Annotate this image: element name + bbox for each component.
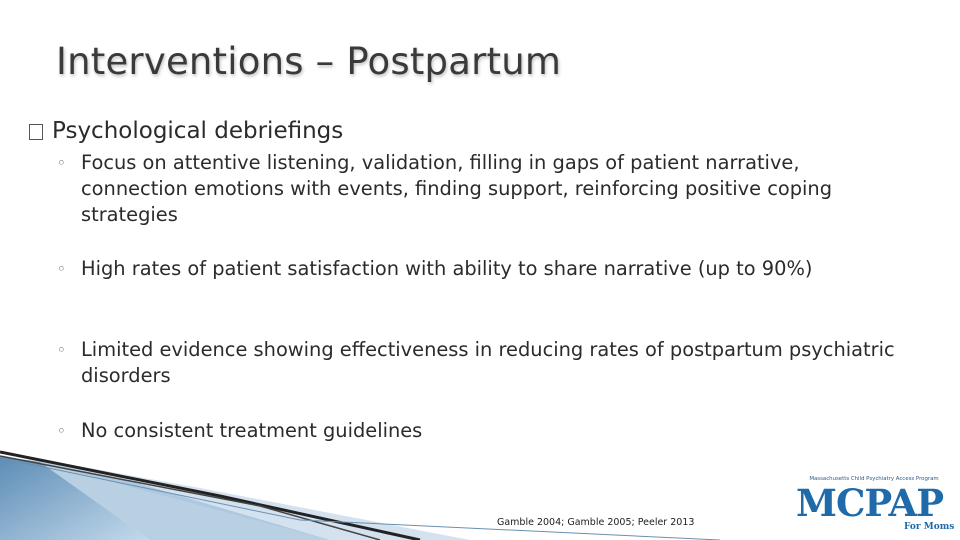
mcpap-logo <box>792 476 955 536</box>
circle-bullet-icon: ◦ <box>57 154 66 172</box>
sub-bullet-text: Limited evidence showing effectiveness in reducing rates of postpartum psychiatric disorders <box>81 338 895 387</box>
circle-bullet-icon: ◦ <box>57 422 66 440</box>
sub-bullet-text: No consistent treatment guidelines <box>81 419 423 442</box>
citation: Gamble 2004; Gamble 2005; Peeler 2013 <box>497 517 695 528</box>
logo-tagline: Massachusetts Child Psychiatry Access Program <box>809 476 939 482</box>
circle-bullet-icon: ◦ <box>57 260 66 278</box>
main-bullet-text: Psychological debriefings <box>52 118 344 144</box>
sub-bullet <box>57 418 907 444</box>
main-bullet <box>29 118 343 144</box>
sub-bullet-text: High rates of patient satisfaction with ability to share narrative (up to 90%) <box>81 257 813 280</box>
page-title: Interventions – Postpartum <box>56 40 562 83</box>
circle-bullet-icon: ◦ <box>57 341 66 359</box>
sub-bullet <box>57 256 907 282</box>
logo-wordmark: MCPAP <box>796 481 944 525</box>
sub-bullet <box>57 150 907 228</box>
sub-bullet-text: Focus on attentive listening, validation, filling in gaps of patient narrative, connection emotions with events, finding support, reinforcing positive coping strategies <box>81 151 833 226</box>
logo-subtitle: For Moms <box>904 522 955 532</box>
sub-bullet <box>57 337 907 389</box>
box-bullet-icon <box>29 124 43 140</box>
